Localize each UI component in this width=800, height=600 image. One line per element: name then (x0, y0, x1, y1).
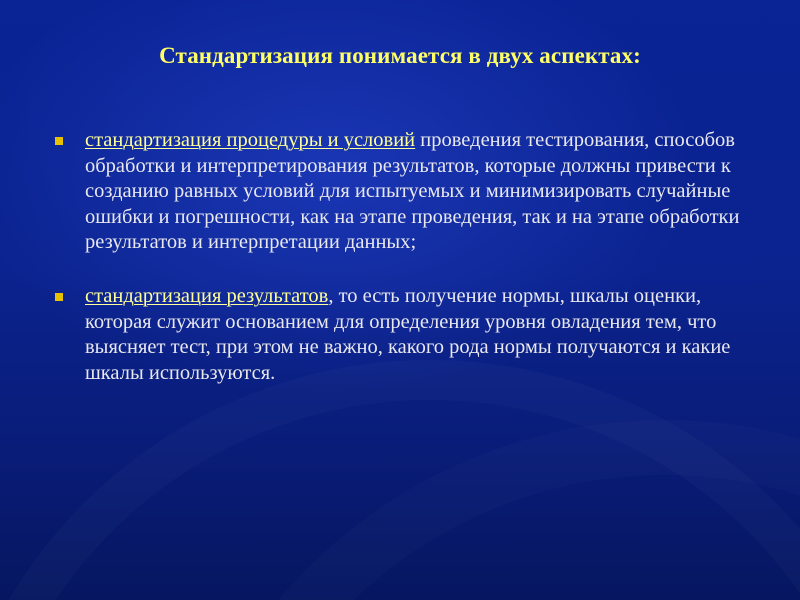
background-wave-decoration (0, 360, 800, 600)
square-bullet-icon (55, 137, 63, 145)
bullet-list (55, 128, 770, 386)
term-link[interactable]: стандартизация результатов (85, 284, 329, 307)
slide-title: Стандартизация понимается в двух аспектах: (159, 43, 641, 68)
background-wave-decoration (160, 420, 800, 600)
bullet-item (55, 128, 770, 256)
bullet-item (55, 284, 770, 386)
bullet-text: , то есть получение нормы, шкалы оценки, которая служит основанием для определения уровня овладения тем, что выясняет тест, при этом не важно, какого рода нормы получаются и какие шкалы используются. (85, 284, 731, 384)
term-link[interactable]: стандартизация процедуры и условий (85, 129, 416, 151)
square-bullet-icon (55, 293, 63, 301)
bullet-text: проведения тестирования, способов обработки и интерпретирования результатов, которые должны привести к созданию равных условий для испытуемых и минимизировать случайные ошибки и погрешности, как на этапе проведения, так и на этапе обработки результатов и интерпретации данных; (85, 129, 740, 254)
